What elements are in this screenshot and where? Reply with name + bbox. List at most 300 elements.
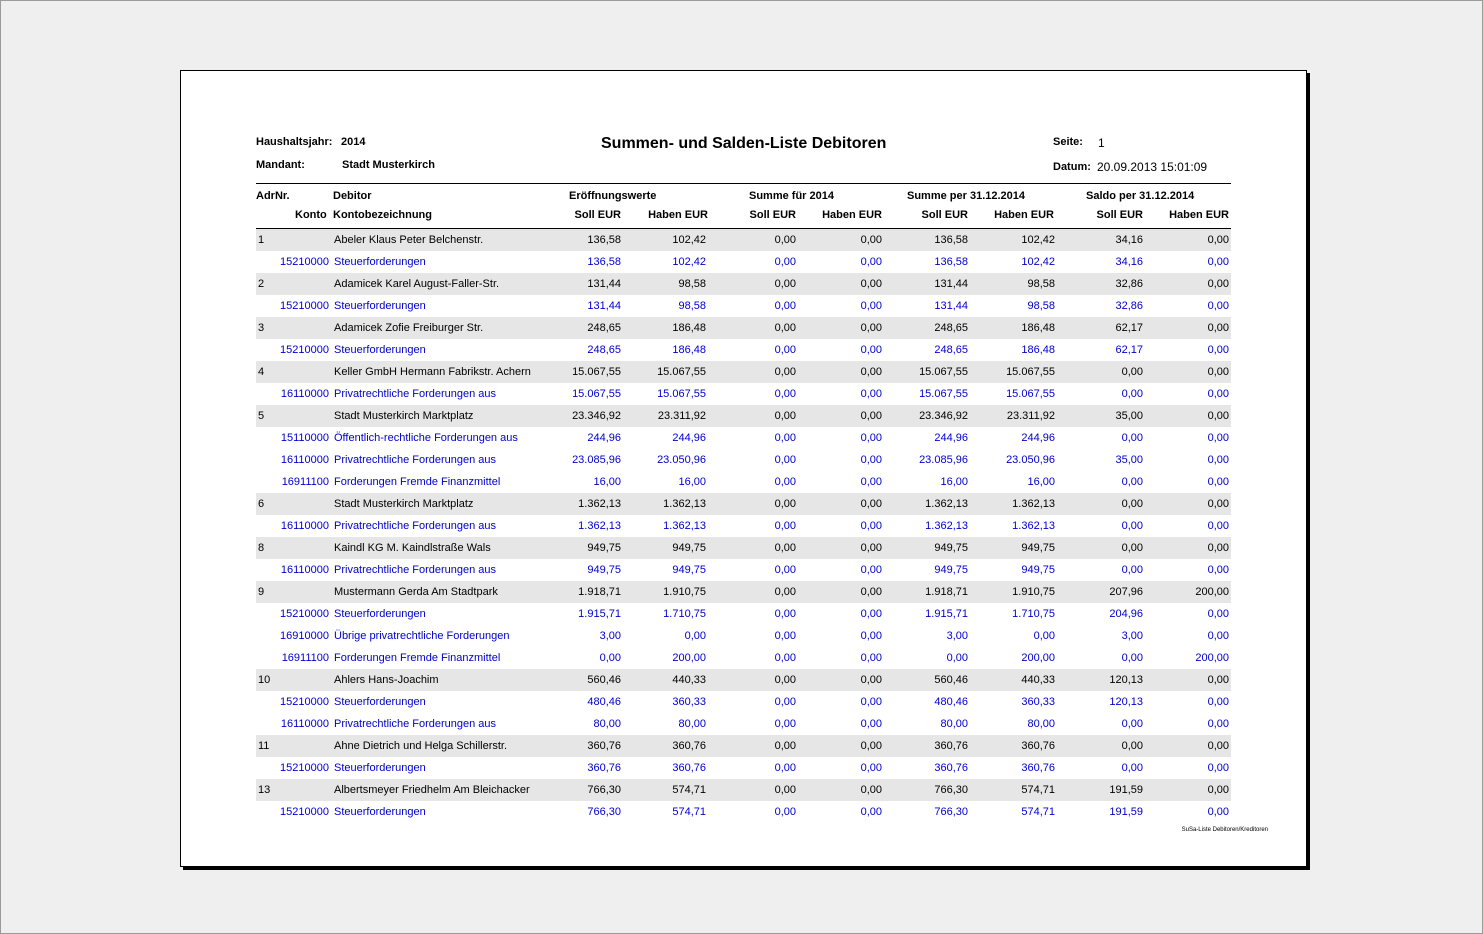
cell-summe-per-soll: 0,00 (946, 652, 968, 664)
col-haben-2: Haben EUR (822, 209, 882, 221)
cell-adrnr: 4 (258, 366, 265, 378)
cell-saldo-soll: 207,96 (1109, 586, 1143, 598)
account-row (256, 515, 1231, 537)
cell-eroeffnung-soll: 136,58 (587, 256, 621, 268)
cell-eroeffnung-soll: 136,58 (587, 234, 621, 246)
cell-eroeffnung-haben: 360,76 (672, 740, 706, 752)
cell-eroeffnung-haben: 186,48 (672, 344, 706, 356)
cell-saldo-soll: 191,59 (1109, 784, 1143, 796)
cell-konto: 15210000 (280, 256, 329, 268)
cell-name: Steuerforderungen (334, 762, 426, 774)
cell-saldo-haben: 0,00 (1207, 300, 1229, 312)
cell-eroeffnung-haben: 0,00 (684, 630, 706, 642)
cell-konto: 16910000 (280, 630, 329, 642)
cell-summe-jahr-soll: 0,00 (774, 520, 796, 532)
cell-summe-per-haben: 244,96 (1021, 432, 1055, 444)
debitor-row (256, 317, 1231, 339)
cell-summe-per-haben: 200,00 (1021, 652, 1055, 664)
cell-summe-jahr-soll: 0,00 (774, 300, 796, 312)
cell-summe-per-soll: 131,44 (934, 278, 968, 290)
cell-summe-jahr-haben: 0,00 (860, 322, 882, 334)
cell-name: Privatrechtliche Forderungen aus (334, 564, 497, 576)
cell-summe-per-haben: 186,48 (1021, 322, 1055, 334)
datum-value: 20.09.2013 15:01:09 (1097, 160, 1208, 174)
cell-eroeffnung-haben: 1.362,13 (663, 520, 706, 532)
cell-saldo-haben: 0,00 (1207, 718, 1229, 730)
report-title: Summen- und Salden-Liste Debitoren (601, 135, 887, 152)
cell-summe-jahr-haben: 0,00 (860, 674, 882, 686)
col-soll-3: Soll EUR (921, 209, 968, 221)
cell-eroeffnung-soll: 131,44 (587, 278, 621, 290)
datum-label: Datum: (1053, 161, 1091, 173)
cell-summe-per-haben: 0,00 (1033, 630, 1055, 642)
cell-summe-jahr-haben: 0,00 (860, 278, 882, 290)
cell-name: Steuerforderungen (334, 344, 426, 356)
cell-eroeffnung-soll: 248,65 (587, 344, 621, 356)
cell-summe-jahr-haben: 0,00 (860, 256, 882, 268)
cell-summe-jahr-haben: 0,00 (860, 366, 882, 378)
cell-name: Steuerforderungen (334, 608, 426, 620)
cell-saldo-haben: 0,00 (1207, 278, 1229, 290)
cell-summe-per-haben: 1.362,13 (1012, 498, 1055, 510)
cell-saldo-haben: 0,00 (1207, 762, 1229, 774)
cell-eroeffnung-haben: 1.910,75 (663, 586, 706, 598)
cell-eroeffnung-soll: 23.346,92 (572, 410, 621, 422)
cell-saldo-soll: 0,00 (1121, 476, 1143, 488)
account-row (256, 625, 1231, 647)
cell-saldo-soll: 34,16 (1115, 256, 1143, 268)
cell-summe-per-soll: 766,30 (934, 784, 968, 796)
cell-summe-per-haben: 574,71 (1021, 784, 1055, 796)
cell-summe-jahr-soll: 0,00 (774, 322, 796, 334)
cell-saldo-soll: 3,00 (1121, 630, 1143, 642)
cell-summe-jahr-haben: 0,00 (860, 432, 882, 444)
cell-summe-jahr-soll: 0,00 (774, 564, 796, 576)
cell-eroeffnung-haben: 15.067,55 (657, 366, 706, 378)
cell-name: Albertsmeyer Friedhelm Am Bleichacker (334, 784, 530, 796)
cell-summe-per-haben: 186,48 (1021, 344, 1055, 356)
cell-konto: 16110000 (280, 388, 329, 400)
col-konto: Konto (295, 209, 327, 221)
cell-summe-jahr-soll: 0,00 (774, 696, 796, 708)
cell-saldo-soll: 120,13 (1109, 696, 1143, 708)
cell-adrnr: 13 (258, 784, 271, 796)
cell-summe-jahr-soll: 0,00 (774, 740, 796, 752)
cell-eroeffnung-soll: 16,00 (593, 476, 621, 488)
cell-konto: 16110000 (280, 454, 329, 466)
cell-summe-per-haben: 102,42 (1021, 256, 1055, 268)
cell-saldo-haben: 200,00 (1195, 586, 1229, 598)
cell-konto: 15210000 (280, 300, 329, 312)
cell-summe-jahr-soll: 0,00 (774, 652, 796, 664)
cell-adrnr: 3 (258, 322, 265, 334)
cell-summe-jahr-haben: 0,00 (860, 718, 882, 730)
debitor-row (256, 229, 1231, 251)
cell-eroeffnung-haben: 186,48 (672, 322, 706, 334)
cell-summe-per-haben: 98,58 (1027, 300, 1055, 312)
cell-saldo-soll: 191,59 (1109, 806, 1143, 818)
cell-summe-jahr-haben: 0,00 (860, 498, 882, 510)
cell-eroeffnung-soll: 3,00 (599, 630, 621, 642)
cell-summe-jahr-haben: 0,00 (860, 762, 882, 774)
cell-saldo-haben: 0,00 (1207, 542, 1229, 554)
cell-adrnr: 6 (258, 498, 265, 510)
cell-eroeffnung-haben: 574,71 (672, 784, 706, 796)
cell-summe-jahr-haben: 0,00 (860, 630, 882, 642)
cell-name: Keller GmbH Hermann Fabrikstr. Achern (334, 366, 531, 378)
cell-summe-jahr-soll: 0,00 (774, 498, 796, 510)
cell-eroeffnung-soll: 480,46 (587, 696, 621, 708)
cell-eroeffnung-haben: 574,71 (672, 806, 706, 818)
cell-summe-per-soll: 23.085,96 (919, 454, 968, 466)
cell-eroeffnung-haben: 440,33 (672, 674, 706, 686)
haushaltsjahr-label: Haushaltsjahr: (256, 136, 333, 148)
cell-saldo-soll: 34,16 (1115, 234, 1143, 246)
cell-name: Stadt Musterkirch Marktplatz (334, 498, 474, 510)
debitor-row (256, 361, 1231, 383)
cell-summe-jahr-haben: 0,00 (860, 542, 882, 554)
col-group-summe-per: Summe per 31.12.2014 (907, 190, 1026, 202)
col-adrnr: AdrNr. (256, 190, 290, 202)
cell-summe-per-soll: 248,65 (934, 344, 968, 356)
col-haben-1: Haben EUR (648, 209, 708, 221)
cell-summe-per-soll: 360,76 (934, 740, 968, 752)
cell-name: Forderungen Fremde Finanzmittel (334, 652, 501, 664)
cell-summe-per-haben: 102,42 (1021, 234, 1055, 246)
cell-summe-jahr-haben: 0,00 (860, 806, 882, 818)
cell-konto: 16911100 (281, 652, 329, 664)
cell-summe-per-soll: 1.362,13 (925, 498, 968, 510)
debitor-row (256, 405, 1231, 427)
col-debitor: Debitor (333, 190, 372, 202)
cell-adrnr: 5 (258, 410, 265, 422)
cell-konto: 15210000 (280, 608, 329, 620)
cell-summe-jahr-soll: 0,00 (774, 366, 796, 378)
col-group-eroeffnung: Eröffnungswerte (569, 190, 657, 202)
cell-eroeffnung-haben: 360,76 (672, 762, 706, 774)
cell-saldo-haben: 0,00 (1207, 344, 1229, 356)
cell-eroeffnung-soll: 15.067,55 (572, 366, 621, 378)
cell-summe-per-soll: 136,58 (934, 256, 968, 268)
cell-name: Steuerforderungen (334, 696, 426, 708)
debitor-row (256, 537, 1231, 559)
cell-adrnr: 8 (258, 542, 265, 554)
cell-summe-jahr-haben: 0,00 (860, 608, 882, 620)
cell-summe-jahr-soll: 0,00 (774, 762, 796, 774)
cell-summe-jahr-soll: 0,00 (774, 454, 796, 466)
cell-saldo-soll: 62,17 (1115, 344, 1143, 356)
report-footer: SuSa-Liste Debitoren/Kreditoren (1181, 827, 1268, 833)
cell-summe-jahr-soll: 0,00 (774, 410, 796, 422)
cell-name: Steuerforderungen (334, 300, 426, 312)
cell-saldo-haben: 0,00 (1207, 696, 1229, 708)
cell-name: Mustermann Gerda Am Stadtpark (334, 586, 498, 598)
cell-saldo-soll: 0,00 (1121, 762, 1143, 774)
cell-saldo-soll: 35,00 (1115, 454, 1143, 466)
cell-summe-per-haben: 440,33 (1021, 674, 1055, 686)
cell-summe-jahr-haben: 0,00 (860, 652, 882, 664)
cell-summe-per-soll: 15.067,55 (919, 388, 968, 400)
cell-summe-jahr-soll: 0,00 (774, 234, 796, 246)
cell-summe-per-soll: 131,44 (934, 300, 968, 312)
cell-saldo-soll: 62,17 (1115, 322, 1143, 334)
cell-eroeffnung-soll: 80,00 (593, 718, 621, 730)
cell-summe-per-soll: 3,00 (946, 630, 968, 642)
cell-summe-jahr-haben: 0,00 (860, 344, 882, 356)
cell-summe-per-haben: 949,75 (1021, 564, 1055, 576)
cell-summe-jahr-soll: 0,00 (774, 806, 796, 818)
cell-summe-jahr-haben: 0,00 (860, 234, 882, 246)
cell-saldo-haben: 0,00 (1207, 740, 1229, 752)
cell-konto: 15210000 (280, 344, 329, 356)
cell-summe-per-haben: 1.362,13 (1012, 520, 1055, 532)
cell-adrnr: 11 (258, 740, 270, 752)
cell-summe-jahr-soll: 0,00 (774, 344, 796, 356)
debitor-row (256, 669, 1231, 691)
cell-konto: 16110000 (280, 564, 329, 576)
cell-saldo-soll: 0,00 (1121, 520, 1143, 532)
cell-konto: 16911100 (281, 476, 329, 488)
cell-summe-per-haben: 1.910,75 (1012, 586, 1055, 598)
cell-adrnr: 2 (258, 278, 265, 290)
cell-summe-jahr-haben: 0,00 (860, 388, 882, 400)
cell-saldo-soll: 0,00 (1121, 542, 1143, 554)
account-row (256, 471, 1231, 493)
account-row (256, 251, 1231, 273)
cell-eroeffnung-haben: 23.050,96 (657, 454, 706, 466)
cell-summe-per-haben: 949,75 (1021, 542, 1055, 554)
cell-eroeffnung-soll: 0,00 (599, 652, 621, 664)
cell-summe-per-haben: 360,76 (1021, 762, 1055, 774)
cell-summe-per-soll: 80,00 (940, 718, 968, 730)
cell-adrnr: 10 (258, 674, 271, 686)
cell-summe-per-soll: 1.362,13 (925, 520, 968, 532)
cell-saldo-haben: 0,00 (1207, 674, 1229, 686)
cell-eroeffnung-haben: 949,75 (672, 542, 706, 554)
account-row (256, 449, 1231, 471)
cell-eroeffnung-haben: 360,33 (672, 696, 706, 708)
cell-eroeffnung-haben: 1.362,13 (663, 498, 706, 510)
cell-summe-jahr-soll: 0,00 (774, 586, 796, 598)
account-row (256, 647, 1231, 669)
cell-saldo-soll: 0,00 (1121, 366, 1143, 378)
cell-summe-per-soll: 15.067,55 (919, 366, 968, 378)
cell-eroeffnung-soll: 949,75 (587, 542, 621, 554)
debitor-row (256, 735, 1231, 757)
cell-summe-jahr-haben: 0,00 (860, 454, 882, 466)
cell-summe-per-haben: 1.710,75 (1012, 608, 1055, 620)
account-row (256, 295, 1231, 317)
cell-adrnr: 9 (258, 586, 265, 598)
cell-eroeffnung-haben: 102,42 (672, 256, 706, 268)
mandant-value: Stadt Musterkirch (342, 159, 435, 171)
cell-name: Kaindl KG M. Kaindlstraße Wals (334, 542, 491, 554)
cell-saldo-soll: 204,96 (1109, 608, 1143, 620)
cell-saldo-haben: 0,00 (1207, 498, 1229, 510)
debitor-row (256, 581, 1231, 603)
account-row (256, 559, 1231, 581)
cell-summe-jahr-haben: 0,00 (860, 520, 882, 532)
cell-eroeffnung-haben: 16,00 (678, 476, 706, 488)
cell-eroeffnung-soll: 244,96 (587, 432, 621, 444)
cell-summe-per-soll: 248,65 (934, 322, 968, 334)
cell-summe-per-haben: 23.050,96 (1006, 454, 1055, 466)
cell-saldo-soll: 0,00 (1121, 498, 1143, 510)
cell-summe-jahr-haben: 0,00 (860, 696, 882, 708)
cell-saldo-soll: 32,86 (1115, 278, 1143, 290)
cell-summe-jahr-soll: 0,00 (774, 718, 796, 730)
col-haben-4: Haben EUR (1169, 209, 1229, 221)
cell-saldo-soll: 0,00 (1121, 388, 1143, 400)
cell-name: Adamicek Zofie Freiburger Str. (334, 322, 484, 334)
cell-eroeffnung-soll: 1.362,13 (578, 520, 621, 532)
cell-name: Steuerforderungen (334, 256, 426, 268)
cell-eroeffnung-soll: 131,44 (587, 300, 621, 312)
cell-saldo-haben: 0,00 (1207, 630, 1229, 642)
col-soll-2: Soll EUR (749, 209, 796, 221)
cell-konto: 16110000 (280, 520, 329, 532)
cell-summe-per-haben: 360,33 (1021, 696, 1055, 708)
account-row (256, 339, 1231, 361)
cell-name: Übrige privatrechtliche Forderungen (334, 630, 510, 642)
cell-summe-per-soll: 136,58 (934, 234, 968, 246)
cell-eroeffnung-soll: 23.085,96 (572, 454, 621, 466)
cell-name: Forderungen Fremde Finanzmittel (334, 476, 501, 488)
col-soll-1: Soll EUR (574, 209, 621, 221)
cell-summe-jahr-haben: 0,00 (860, 476, 882, 488)
cell-summe-per-soll: 360,76 (934, 762, 968, 774)
cell-summe-per-soll: 16,00 (940, 476, 968, 488)
cell-summe-per-haben: 98,58 (1027, 278, 1055, 290)
cell-summe-per-haben: 360,76 (1021, 740, 1055, 752)
cell-summe-jahr-haben: 0,00 (860, 784, 882, 796)
cell-adrnr: 1 (258, 234, 265, 246)
cell-summe-per-soll: 766,30 (934, 806, 968, 818)
cell-summe-per-haben: 16,00 (1027, 476, 1055, 488)
account-row (256, 713, 1231, 735)
debitor-row (256, 779, 1231, 801)
cell-name: Steuerforderungen (334, 806, 426, 818)
col-haben-3: Haben EUR (994, 209, 1054, 221)
cell-saldo-haben: 0,00 (1207, 564, 1229, 576)
report-page (180, 70, 1307, 867)
cell-summe-per-haben: 574,71 (1021, 806, 1055, 818)
cell-saldo-haben: 200,00 (1195, 652, 1229, 664)
cell-eroeffnung-soll: 766,30 (587, 806, 621, 818)
cell-summe-jahr-soll: 0,00 (774, 278, 796, 290)
cell-name: Ahne Dietrich und Helga Schillerstr. (334, 740, 508, 752)
cell-saldo-soll: 0,00 (1121, 718, 1143, 730)
account-row (256, 691, 1231, 713)
cell-eroeffnung-haben: 23.311,92 (657, 410, 706, 422)
cell-konto: 15210000 (280, 762, 329, 774)
cell-eroeffnung-soll: 1.362,13 (578, 498, 621, 510)
cell-saldo-haben: 0,00 (1207, 476, 1229, 488)
cell-saldo-haben: 0,00 (1207, 256, 1229, 268)
account-row (256, 603, 1231, 625)
cell-summe-jahr-soll: 0,00 (774, 784, 796, 796)
cell-saldo-soll: 35,00 (1115, 410, 1143, 422)
cell-konto: 15110000 (280, 432, 329, 444)
cell-saldo-soll: 0,00 (1121, 564, 1143, 576)
cell-saldo-soll: 0,00 (1121, 740, 1143, 752)
account-row (256, 427, 1231, 449)
cell-saldo-haben: 0,00 (1207, 410, 1229, 422)
cell-eroeffnung-soll: 360,76 (587, 762, 621, 774)
cell-summe-per-soll: 1.918,71 (925, 586, 968, 598)
cell-summe-per-soll: 949,75 (934, 542, 968, 554)
cell-summe-per-soll: 480,46 (934, 696, 968, 708)
cell-summe-jahr-haben: 0,00 (860, 410, 882, 422)
cell-saldo-soll: 0,00 (1121, 652, 1143, 664)
cell-eroeffnung-soll: 15.067,55 (572, 388, 621, 400)
cell-eroeffnung-haben: 102,42 (672, 234, 706, 246)
cell-saldo-haben: 0,00 (1207, 432, 1229, 444)
cell-summe-per-soll: 949,75 (934, 564, 968, 576)
cell-name: Privatrechtliche Forderungen aus (334, 718, 497, 730)
cell-saldo-haben: 0,00 (1207, 234, 1229, 246)
cell-eroeffnung-haben: 80,00 (678, 718, 706, 730)
cell-saldo-haben: 0,00 (1207, 608, 1229, 620)
cell-eroeffnung-soll: 1.918,71 (578, 586, 621, 598)
cell-summe-jahr-soll: 0,00 (774, 256, 796, 268)
col-kontobezeichnung: Kontobezeichnung (333, 209, 432, 221)
cell-name: Abeler Klaus Peter Belchenstr. (334, 234, 484, 246)
cell-name: Stadt Musterkirch Marktplatz (334, 410, 474, 422)
seite-value: 1 (1098, 136, 1105, 150)
cell-saldo-haben: 0,00 (1207, 388, 1229, 400)
cell-eroeffnung-soll: 949,75 (587, 564, 621, 576)
cell-summe-jahr-soll: 0,00 (774, 674, 796, 686)
cell-name: Privatrechtliche Forderungen aus (334, 454, 497, 466)
cell-eroeffnung-soll: 1.915,71 (578, 608, 621, 620)
cell-eroeffnung-soll: 248,65 (587, 322, 621, 334)
cell-saldo-haben: 0,00 (1207, 520, 1229, 532)
cell-konto: 16110000 (280, 718, 329, 730)
cell-saldo-haben: 0,00 (1207, 454, 1229, 466)
debitor-row (256, 273, 1231, 295)
cell-eroeffnung-haben: 244,96 (672, 432, 706, 444)
account-row (256, 757, 1231, 779)
cell-eroeffnung-soll: 766,30 (587, 784, 621, 796)
cell-name: Privatrechtliche Forderungen aus (334, 520, 497, 532)
cell-summe-per-haben: 15.067,55 (1006, 388, 1055, 400)
cell-name: Adamicek Karel August-Faller-Str. (334, 278, 500, 290)
cell-summe-jahr-soll: 0,00 (774, 542, 796, 554)
cell-summe-jahr-soll: 0,00 (774, 608, 796, 620)
cell-eroeffnung-haben: 1.710,75 (663, 608, 706, 620)
cell-summe-per-haben: 23.311,92 (1006, 410, 1055, 422)
cell-summe-jahr-haben: 0,00 (860, 740, 882, 752)
cell-saldo-haben: 0,00 (1207, 806, 1229, 818)
cell-summe-jahr-haben: 0,00 (860, 586, 882, 598)
debitor-row (256, 493, 1231, 515)
cell-saldo-soll: 120,13 (1109, 674, 1143, 686)
cell-summe-jahr-soll: 0,00 (774, 476, 796, 488)
cell-summe-per-soll: 23.346,92 (919, 410, 968, 422)
cell-summe-per-soll: 1.915,71 (925, 608, 968, 620)
col-group-saldo: Saldo per 31.12.2014 (1086, 190, 1195, 202)
balance-table (256, 229, 1231, 823)
cell-eroeffnung-haben: 98,58 (678, 278, 706, 290)
cell-name: Öffentlich-rechtliche Forderungen aus (334, 432, 518, 444)
cell-name: Ahlers Hans-Joachim (334, 674, 439, 686)
cell-saldo-soll: 32,86 (1115, 300, 1143, 312)
cell-summe-jahr-soll: 0,00 (774, 388, 796, 400)
haushaltsjahr-value: 2014 (341, 136, 366, 148)
cell-summe-jahr-soll: 0,00 (774, 432, 796, 444)
cell-eroeffnung-haben: 949,75 (672, 564, 706, 576)
